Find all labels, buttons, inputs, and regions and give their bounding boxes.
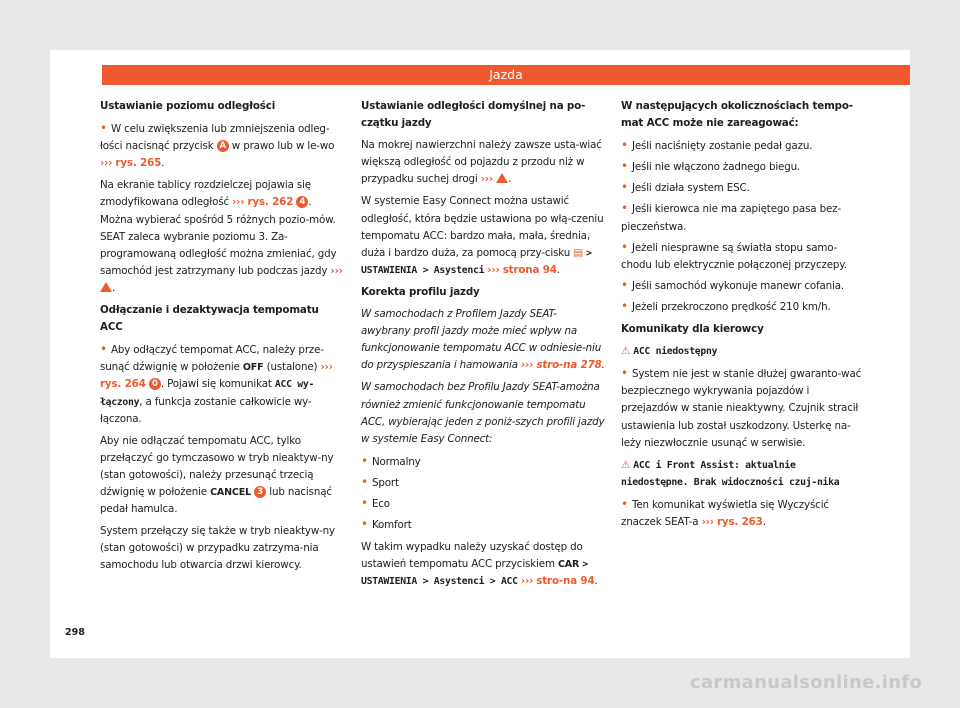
number-badge: 0 <box>149 378 161 390</box>
list-item: • Normalny <box>361 453 605 471</box>
page-reference[interactable]: strona 94 <box>502 263 557 276</box>
car-warning-icon: ⚠ <box>621 345 631 358</box>
paragraph: W samochodach z Profilem Jazdy SEAT-awybrany profil jazdy może mieć wpływ na funkcjonowanie tempomatu ACC w odniesie-niu do przyspieszania i hamowania ››› stro-na 278. <box>361 308 605 372</box>
paragraph: • Ten komunikat wyświetla się Wyczyścić znaczek SEAT-a ››› rys. 263. <box>621 496 865 531</box>
paragraph: W takim wypadku należy uzyskać dostęp do ustawień tempomatu ACC przyciskiem CAR > USTAWIENIA > Asystenci > ACC ››› stro-na 94. <box>361 541 598 588</box>
page-header: Jazda <box>102 65 910 85</box>
list-item: • Jeśli nie włączono żadnego biegu. <box>621 158 865 176</box>
driver-message: ⚠ ACC niedostępny <box>621 345 718 358</box>
section-heading: Komunikaty dla kierowcy <box>621 323 764 336</box>
document-page <box>50 50 910 658</box>
page-number: 298 <box>65 627 85 638</box>
section-heading: Ustawianie poziomu odległości <box>100 100 276 112</box>
list-item: • Jeśli działa system ESC. <box>621 179 865 197</box>
section-heading: Ustawianie odległości domyślnej na po-czątku jazdy <box>361 100 586 130</box>
paragraph: W systemie Easy Connect można ustawić odległość, która będzie ustawiona po włą-czeniu tempomatu ACC: bardzo mała, mała, średnia, duża i bardzo duża, za pomocą przy-cisku ▤ > USTAWIENIA > Asystenci ››› strona 94. <box>361 195 604 276</box>
paragraph: W samochodach bez Profilu Jazdy SEAT-amożna również zmienić funkcjonowanie tempomatu ACC, wybierając jeden z poniż-szych profili jazdy w systemie Easy Connect: <box>361 381 605 445</box>
off-label: OFF <box>242 362 264 374</box>
warning-icon <box>100 282 112 292</box>
paragraph: Na mokrej nawierzchni należy zawsze usta-wiać większą odległość od pojazdu z przodu niż w przypadku suchej drogi ››› . <box>361 139 602 186</box>
message-text: ACC wy-łączony <box>100 379 315 408</box>
paragraph: Na ekranie tablicy rozdzielczej pojawia się zmodyfikowana odległość ››› rys. 262 4 . Można wybierać spośród 5 różnych pozio-mów. SEAT zaleca wybranie poziomu 3. Za-programowaną odległość można zmieniać, gdy samochód jest zatrzymany lub podczas jazdy ››› . <box>100 179 343 294</box>
figure-reference[interactable]: rys. 265 <box>115 157 162 170</box>
menu-path: > USTAWIENIA > Asystenci > ACC <box>361 559 588 588</box>
figure-reference[interactable]: rys. 264 <box>100 378 146 391</box>
number-badge: 3 <box>254 486 266 498</box>
list-item: • Eco <box>361 495 605 513</box>
warning-icon <box>496 173 508 183</box>
figure-reference[interactable]: rys. 262 <box>247 196 294 209</box>
paragraph: System przełączy się także w tryb nieaktyw-ny (stan gotowości) w przypadku zatrzyma-nia samochodu lub otwarcia drzwi kierowcy. <box>100 525 336 572</box>
button-a-badge: A <box>217 140 229 152</box>
list-item: • Jeśli samochód wykonuje manewr cofania. <box>621 277 865 295</box>
column-1 <box>100 98 344 579</box>
cancel-label: CANCEL <box>210 486 251 498</box>
figure-reference[interactable]: rys. 263 <box>716 515 763 528</box>
section-heading: W następujących okolicznościach tempo-mat ACC może nie zareagować: <box>621 100 853 130</box>
section-heading: Korekta profilu jazdy <box>361 285 480 298</box>
paragraph: Aby nie odłączać tempomatu ACC, tylko przełączyć go tymczasowo w tryb nieaktyw-ny (stan gotowości), należy przesunąć trzecią dźwignię w położenie CANCEL 3 lub nacisnąć pedał hamulca. <box>100 434 334 516</box>
column-3 <box>621 98 865 536</box>
list-item: • Jeśli kierowca nie ma zapiętego pasa bez-pieczeństwa. <box>621 200 865 235</box>
page-reference[interactable]: stro-na 94 <box>536 575 595 588</box>
paragraph: • W celu zwiększenia lub zmniejszenia odleg-łości nacisnąć przycisk A w prawo lub w le-wo ››› rys. 265. <box>100 120 344 172</box>
list-item: • Komfort <box>361 516 605 534</box>
list-item: • Jeśli naciśnięty zostanie pedał gazu. <box>621 137 865 155</box>
paragraph: • System nie jest w stanie dłużej gwaranto-wać bezpiecznego wykrywania pojazdów i przejazdów w stanie nieaktywny. Czujnik stracił ustawienia lub został uszkodzony. Usterkę na-leży niezwłocznie usunąć w serwisie. <box>621 365 865 451</box>
number-badge: 4 <box>296 196 308 208</box>
list-item: • Sport <box>361 474 605 492</box>
car-menu-icon: ▤ <box>573 246 583 259</box>
list-item: • Jeżeli przekroczono prędkość 210 km/h. <box>621 298 865 316</box>
list-item: • Jeżeli niesprawne są światła stopu samo-chodu lub elektrycznie połączonej przyczepy. <box>621 239 865 274</box>
page-reference[interactable]: stro-na 278 <box>536 359 602 372</box>
paragraph: • Aby odłączyć tempomat ACC, należy prze-sunąć dźwignię w położenie OFF (ustalone) ››› rys. 264 0 . Pojawi się komunikat ACC wy-łączony, a funkcja zostanie całkowicie wy-łączona. <box>100 341 344 427</box>
menu-path: > USTAWIENIA > Asystenci <box>361 247 592 276</box>
watermark: carmanualsonline.info <box>690 672 923 693</box>
section-heading: Odłączanie i dezaktywacja tempomatu ACC <box>100 304 319 334</box>
driver-message: ⚠ ACC i Front Assist: aktualnie niedostępne. Brak widoczności czuj-nika <box>621 458 840 488</box>
column-2 <box>361 98 605 595</box>
car-button-label: CAR <box>557 559 580 571</box>
car-warning-icon: ⚠ <box>621 458 631 471</box>
